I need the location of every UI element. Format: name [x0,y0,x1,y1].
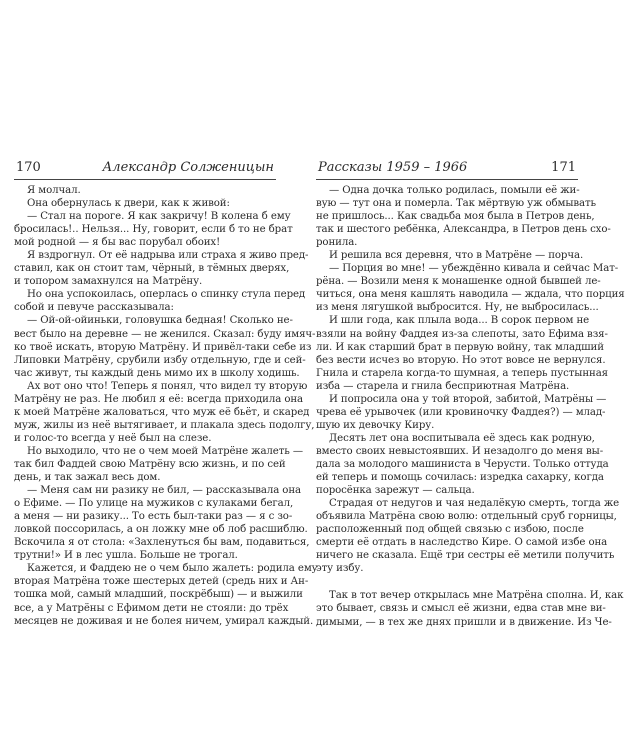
text-line: Кажется, и Фаддею не о чем было жалеть: родила ему [27,563,318,575]
text-line: чрева её урывочек (или кровиночку Фаддея?) — млад- [316,406,606,418]
text-line: Ах вот оно что! Теперь я понял, что видел ту вторую [27,380,308,392]
text-line: Я молчал. [27,185,81,196]
text-line: рёна. — Возили меня к монашенке одной бывшей ле- [316,276,601,288]
text-line: Гнила и старела когда-то шумная, а теперь пустынная [316,367,608,379]
text-line: дала за молодого машиниста в Черусти. Только оттуда [316,458,609,470]
text-line: вместо своих невыстоявших. И незадолго до меня вы- [316,445,604,457]
left-running-head: Александр Солженицын [102,160,274,175]
right-page-number: 171 [551,160,576,175]
text-line: и топором замахнулся на Матрёну. [14,276,203,288]
text-line: час живут, ты каждый день мимо их в школу ходишь. [14,367,300,379]
text-line: Но выходило, что не о чем моей Матрёне жалеть — [27,445,303,457]
text-line: муж, жилы из неё вытягивает, и плакала здесь подолгу, [14,419,315,431]
text-line: ли. И как старший брат в первую войну, так младший [316,341,604,353]
text-line: Матрёну не раз. Не любил я её: всегда приходила она [14,393,304,405]
text-line: И шли года, как плыла вода... В сорок первом не [329,315,590,327]
text-line: Она обернулась к двери, как к живой: [27,198,230,210]
text-line: Я вздрогнул. От её надрыва или страха я живо пред- [27,250,309,262]
text-line: — Меня сам ни разику не бил, — рассказывала она [27,485,301,497]
text-line: вест было на деревне — не женился. Сказал: буду имяч- [14,328,316,340]
text-line: И решила вся деревня, что в Матрёне — порча. [329,250,584,262]
text-line: расположенный под общей связью с избою, после [316,524,584,536]
text-line: смерти её отдать в наследство Кире. О самой избе она [316,537,608,549]
text-line: — Стал на пороге. Я как закричу! В колена б ему [27,211,291,223]
text-line: изба — старела и гнила бесприютная Матрёна. [316,380,570,392]
text-line: к моей Матрёне жаловаться, что муж её бьёт, и скаред [14,406,310,418]
left-page [14,160,318,628]
text-line: Десять лет она воспитывала её здесь как родную, [329,432,595,444]
text-line: ловкой поссорилась, а он ложку мне об лоб расшиблю. [14,524,308,536]
text-line: Страдая от недугов и чая недалёкую смерть, тогда же [329,498,620,510]
text-line: так бил Фаддей свою Матрёну всю жизнь, и по сей [14,458,286,470]
text-line: ничего не сказала. Ещё три сестры её метили получить [316,550,615,562]
text-line: трутни!» И в лес ушла. Больше не трогал. [14,550,238,562]
text-line: тошка мой, самый младший, поскрёбыш) — и выжили [14,589,303,601]
text-line: а меня — ни разику... То есть был-таки раз — я с зо- [14,511,293,523]
text-line: Липовки Матрёну, срубили избу отдельную, где и сей- [14,354,306,366]
text-line: без вести исчез во вторую. Но этот вовсе не вернулся. [316,354,606,366]
text-line: Вскочила я от стола: «Захленуться бы вам, подавиться, [14,537,310,549]
text-line: вторая Матрёна тоже шестерых детей (средь них и Ан- [14,576,309,588]
text-line: это бывает, связь и смысл её жизни, едва став мне ви- [316,603,606,615]
text-line: ко твоё искать, вторую Матрёну. И привёл-таки себе из [14,341,312,353]
text-line: вую — тут она и померла. Так мёртвую уж обмывать [316,198,596,210]
text-line: так и шестого ребёнка, Александра, в Петров день схо- [316,224,611,236]
text-line: не пришлось... Как свадьба моя была в Петров день, [316,211,595,223]
text-line: из меня лягушкой выбросится. Ну, не выбросилась... [316,302,599,314]
right-page-body [316,184,625,629]
text-line: — Ой-ой-ойиньки, головушка бедная! Сколько не- [27,315,293,327]
text-line: взяли на войну Фаддея из-за слепоты, зато Ефима взя- [316,328,608,340]
text-line: шую их девочку Киру. [316,419,435,431]
right-page [316,160,625,629]
text-line: мой родной — я бы вас порубал обоих! [14,237,221,249]
text-line: бросилась!.. Нельзя... Ну, говорит, если б то не брат [14,224,293,236]
text-line: месяцев не доживая и не болея ничем, умирал каждый. [14,615,314,627]
left-page-number: 170 [16,160,41,175]
left-page-body [14,184,318,628]
text-line: — Одна дочка только родилась, помыли её жи- [329,185,580,196]
text-line: эту избу. [316,563,364,575]
text-line: димыми, — в тех же днях пришли и в движение. Из Че- [316,616,612,628]
left-page-header [14,160,276,180]
text-line: — Порция во мне! — убеждённо кивала и сейчас Мат- [329,263,619,275]
text-line: объявила Матрёна свою волю: отдельный сруб горницы, [316,511,617,523]
text-line: Так в тот вечер открылась мне Матрёна сполна. И, как [329,590,624,602]
text-line: И попросила она у той второй, забитой, Матрёны — [329,393,607,405]
text-line: читься, она меня кашлять наводила — ждала, что порция [316,289,625,301]
text-line: день, и так зажал весь дом. [14,472,161,484]
text-line: Но она успокоилась, оперлась о спинку стула перед [27,289,306,301]
text-line: собой и певуче рассказывала: [14,302,174,314]
text-line: ей теперь и помощь сочилась: изредка сахарку, когда [316,472,604,484]
text-line: поросёнка зарежут — сальца. [316,485,475,497]
text-line: ставил, как он стоит там, чёрный, в тёмных дверях, [14,263,290,275]
text-line: все, а у Матрёны с Ефимом дети не стояли: до трёх [14,602,289,614]
right-page-header [316,160,578,180]
text-line: и голос-то всегда у неё был на слезе. [14,432,212,444]
text-line: ронила. [316,237,358,249]
right-running-head: Рассказы 1959 – 1966 [318,160,468,175]
text-line: о Ефиме. — По улице на мужиков с кулаками бегал, [14,498,294,510]
